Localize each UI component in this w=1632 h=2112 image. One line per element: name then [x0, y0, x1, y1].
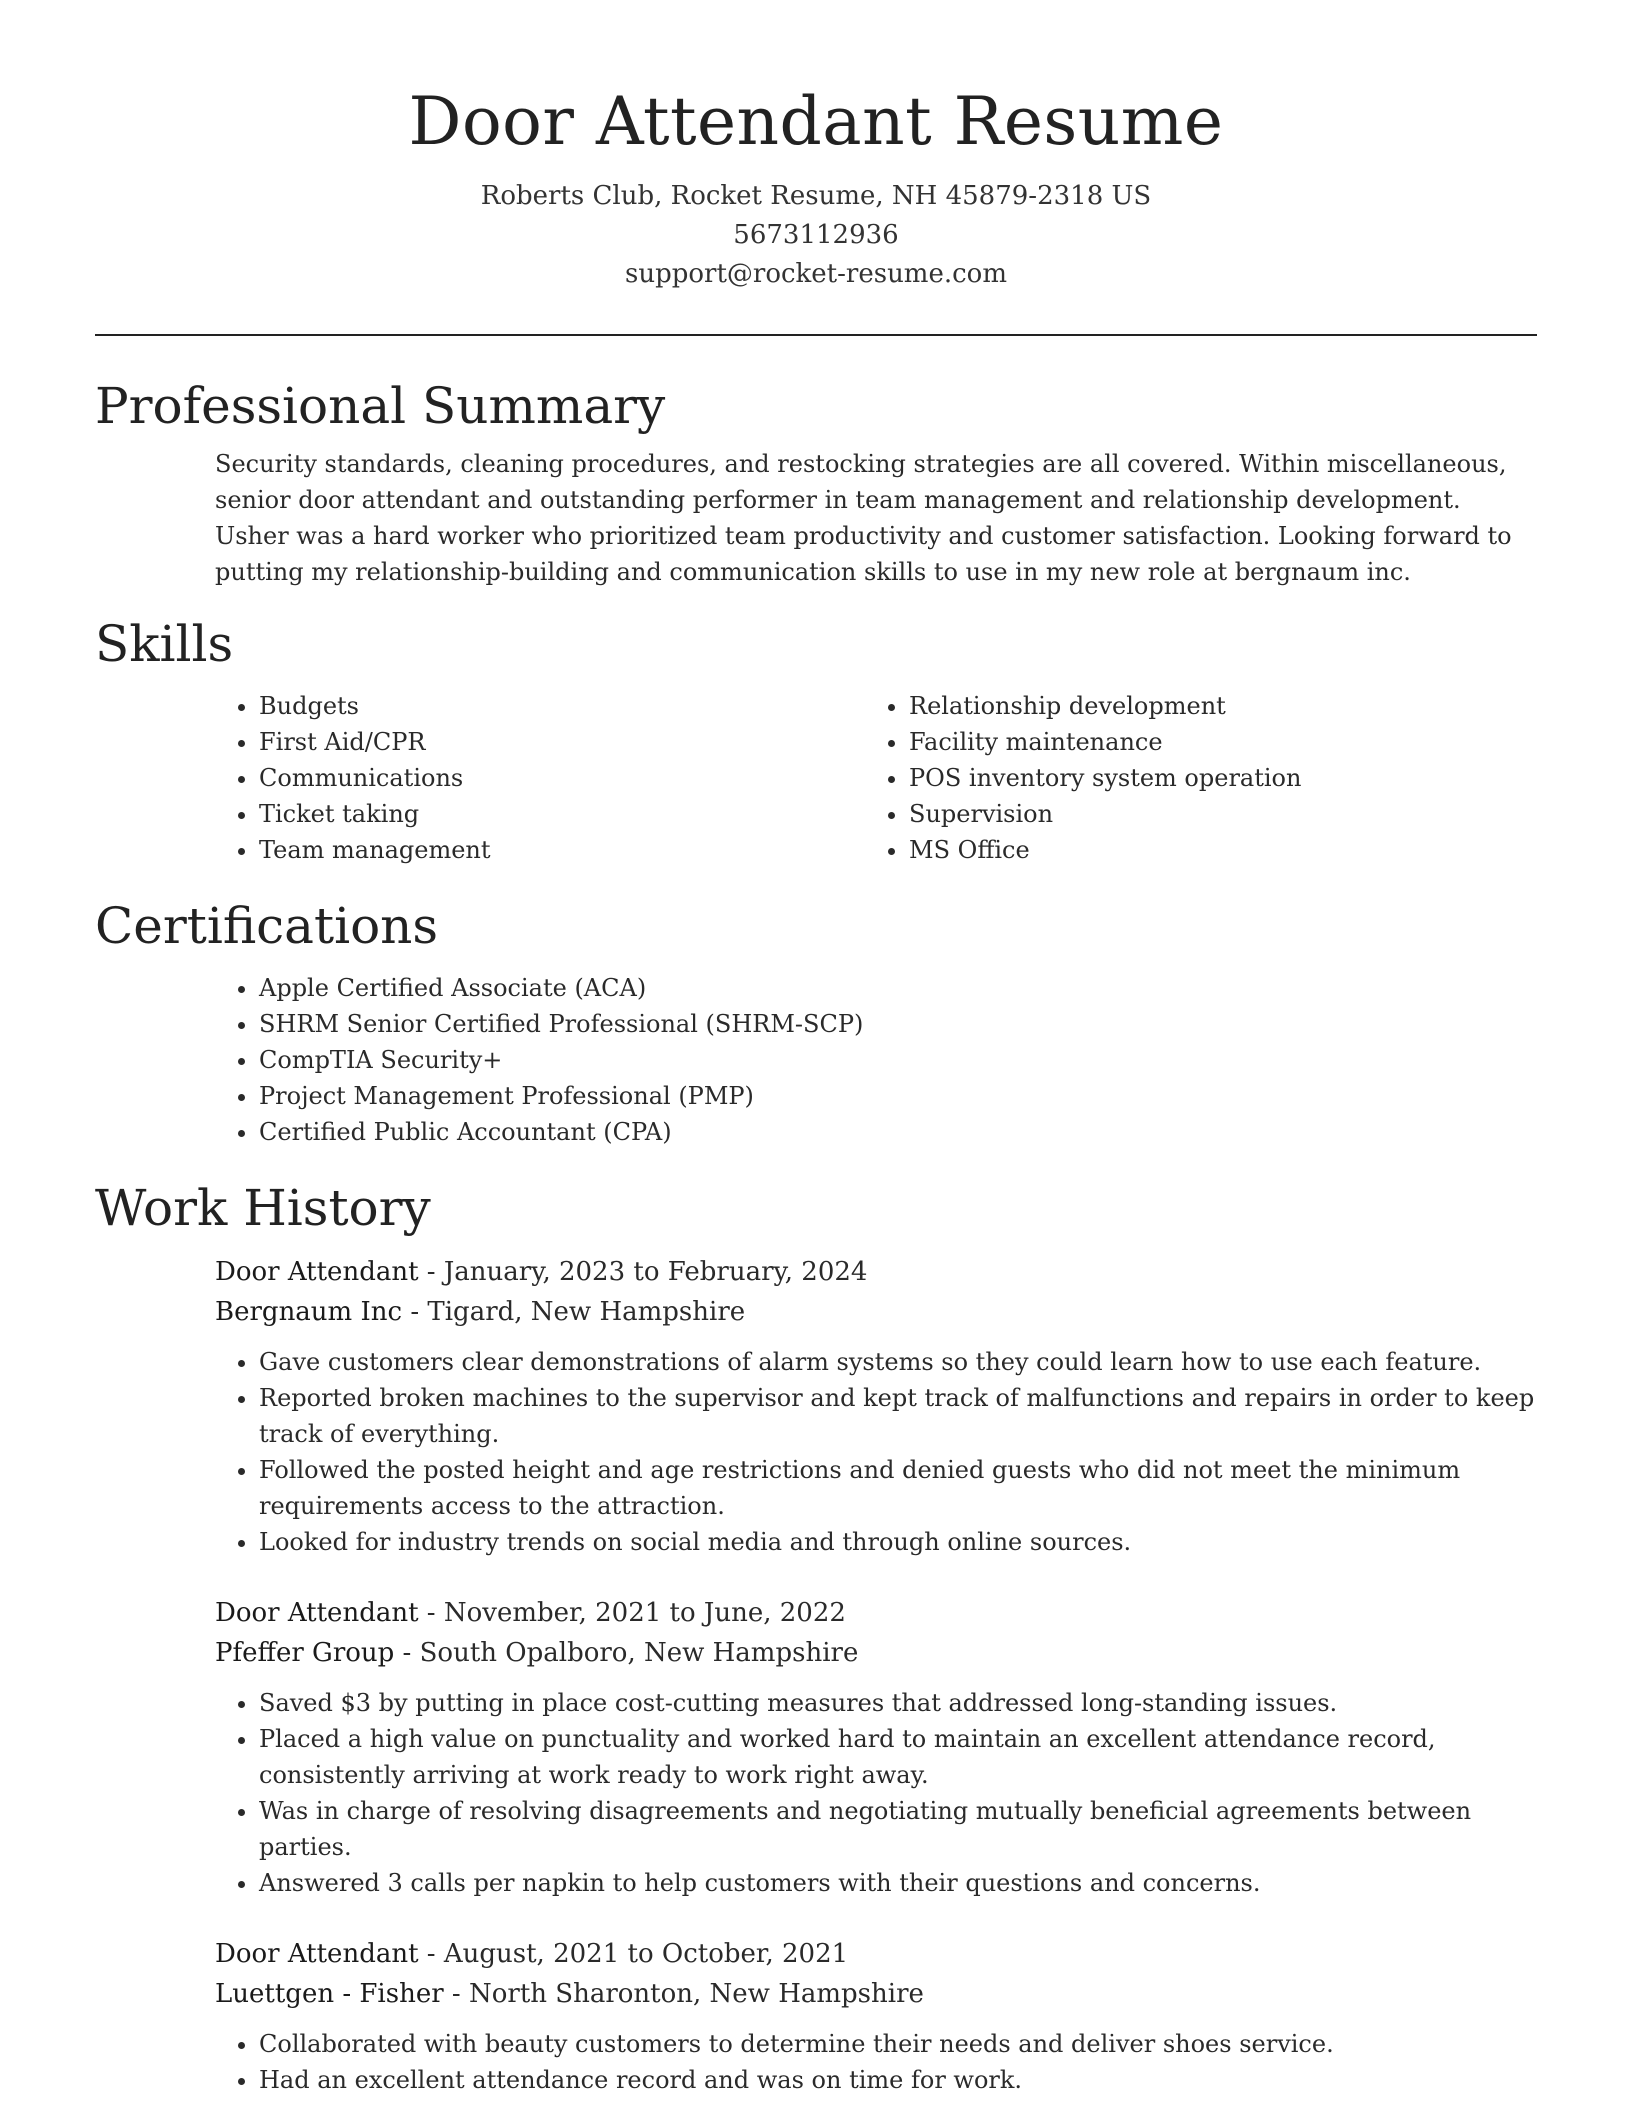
certifications-heading: Certifications [95, 896, 439, 955]
list-item: • Had an excellent attendance record and was on time for work. [259, 2062, 1537, 2098]
list-item: • Relationship development [909, 688, 1515, 724]
list-item: • Team management [259, 832, 865, 868]
list-item: • Saved $3 by putting in place cost-cutting measures that addressed long-standing issues. [259, 1685, 1537, 1721]
job-title-line: Door Attendant - August, 2021 to October, 2021 [215, 1938, 849, 1969]
certifications-list-wrap [215, 970, 1537, 1150]
job-company: Bergnaum Inc [215, 1296, 403, 1327]
job-bullets [215, 1344, 1537, 1560]
list-item: • SHRM Senior Certified Professional (SHRM-SCP) [259, 1006, 1537, 1042]
job-role: Door Attendant [215, 1938, 419, 1969]
contact-email: support@rocket-resume.com [624, 258, 1007, 289]
summary-text: Security standards, cleaning procedures, and restocking strategies are all covered. Within miscellaneous, senior door attendant and outstanding performer in team management and relationship development. Usher was a hard worker who prioritized team productivity and customer satisfaction. Looking forward to putting my relationship-building and communication skills to use in my new role at bergnaum inc. [215, 449, 1512, 586]
job-role: Door Attendant [215, 1256, 419, 1287]
job-company-line: Luettgen - Fisher - North Sharonton, New Hampshire [215, 1978, 924, 2009]
job-bullets [215, 2026, 1537, 2098]
work-history-section [95, 1178, 1537, 2098]
contact-phone: 5673112936 [733, 219, 899, 250]
job-title-line: Door Attendant - January, 2023 to February, 2024 [215, 1256, 868, 1287]
job-role: Door Attendant [215, 1597, 419, 1628]
job-entry [215, 1593, 1537, 1901]
list-item: • Apple Certified Associate (ACA) [259, 970, 1537, 1006]
skills-list-left [215, 688, 865, 868]
certifications-list [215, 970, 1537, 1150]
job-bullets [215, 1685, 1537, 1901]
list-item: • Communications [259, 760, 865, 796]
job-company: Luettgen - Fisher [215, 1978, 444, 2009]
list-item: • MS Office [909, 832, 1515, 868]
list-item: • Placed a high value on punctuality and worked hard to maintain an excellent attendance record, consistently arriving at work ready to work right away. [259, 1721, 1537, 1793]
contact-block [0, 177, 1632, 294]
job-company: Pfeffer Group [215, 1637, 395, 1668]
summary-section [95, 376, 1537, 590]
list-item: • Looked for industry trends on social media and through online sources. [259, 1524, 1537, 1560]
work-history-heading: Work History [95, 1178, 431, 1237]
list-item: • Budgets [259, 688, 865, 724]
skills-column-right [865, 688, 1515, 868]
resume-title: Door Attendant Resume [408, 83, 1224, 160]
skills-section [95, 614, 1537, 868]
job-entry [215, 1934, 1537, 2098]
list-item: • Answered 3 calls per napkin to help customers with their questions and concerns. [259, 1865, 1537, 1901]
job-company-line: Pfeffer Group - South Opalboro, New Hampshire [215, 1637, 859, 1668]
skills-list-right [865, 688, 1515, 868]
skills-heading: Skills [95, 614, 234, 673]
job-title-line: Door Attendant - November, 2021 to June, 2022 [215, 1597, 846, 1628]
list-item: • Reported broken machines to the supervisor and kept track of malfunctions and repairs in order to keep track of everything. [259, 1380, 1537, 1452]
list-item: • Followed the posted height and age restrictions and denied guests who did not meet the minimum requirements access to the attraction. [259, 1452, 1537, 1524]
job-dates: August, 2021 to October, 2021 [443, 1938, 849, 1969]
list-item: • Certified Public Accountant (CPA) [259, 1114, 1537, 1150]
list-item: • Was in charge of resolving disagreements and negotiating mutually beneficial agreements between parties. [259, 1793, 1537, 1865]
list-item: • CompTIA Security+ [259, 1042, 1537, 1078]
certifications-section [95, 896, 1537, 1150]
header-divider [95, 334, 1537, 336]
list-item: • Collaborated with beauty customers to determine their needs and deliver shoes service. [259, 2026, 1537, 2062]
skills-column-left [215, 688, 865, 868]
list-item: • Project Management Professional (PMP) [259, 1078, 1537, 1114]
list-item: • Supervision [909, 796, 1515, 832]
contact-address: Roberts Club, Rocket Resume, NH 45879-2318 US [480, 180, 1152, 211]
job-location: Tigard, New Hampshire [427, 1296, 746, 1327]
skills-grid [215, 688, 1537, 868]
list-item: • First Aid/CPR [259, 724, 865, 760]
job-entry [215, 1252, 1537, 1560]
job-location: North Sharonton, New Hampshire [468, 1978, 924, 2009]
list-item: • POS inventory system operation [909, 760, 1515, 796]
job-company-line: Bergnaum Inc - Tigard, New Hampshire [215, 1296, 746, 1327]
job-dates: November, 2021 to June, 2022 [443, 1597, 846, 1628]
list-item: • Ticket taking [259, 796, 865, 832]
summary-heading: Professional Summary [95, 376, 666, 435]
job-dates: January, 2023 to February, 2024 [443, 1256, 868, 1287]
resume-header [0, 0, 1632, 294]
list-item: • Gave customers clear demonstrations of alarm systems so they could learn how to use each feature. [259, 1344, 1537, 1380]
list-item: • Facility maintenance [909, 724, 1515, 760]
job-location: South Opalboro, New Hampshire [419, 1637, 859, 1668]
